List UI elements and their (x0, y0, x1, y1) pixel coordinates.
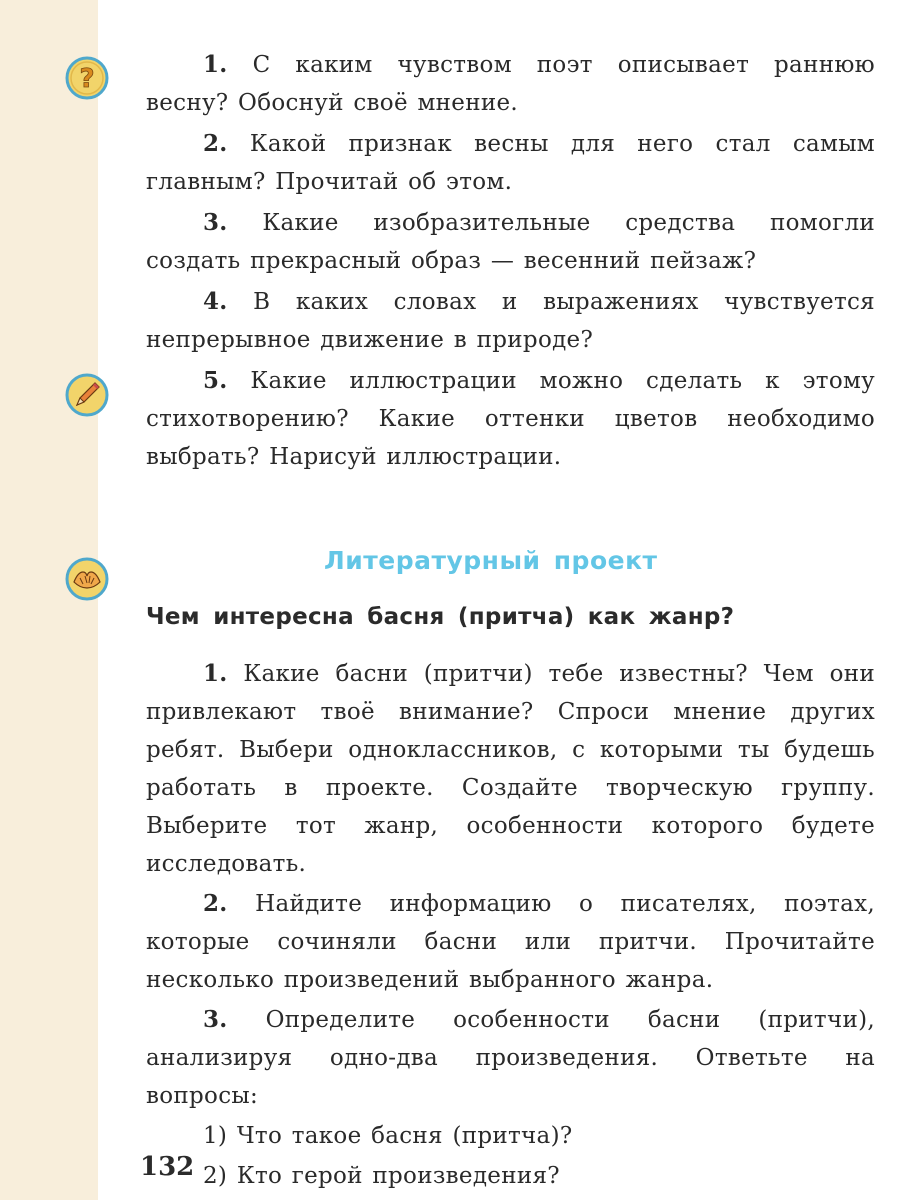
project-steps (146, 655, 875, 1195)
pencil-icon (64, 372, 110, 418)
question-mark-icon (64, 55, 110, 101)
question-item: 3. Какие изобразительные средства помогли создать прекрасный образ — весенний пейзаж? (146, 209, 875, 274)
page-number: 132 (140, 1152, 195, 1182)
project-heading: Чем интересна басня (притча) как жанр? (146, 604, 735, 630)
step-item: 2. Найдите информацию о писателях, поэтах, которые сочиняли басни или притчи. Прочитайте несколько произведений выбранного жанра. (146, 890, 875, 993)
question-item: 2. Какой признак весны для него стал самым главным? Прочитай об этом. (146, 130, 875, 195)
svg-text:?: ? (79, 64, 95, 94)
question-item: 4. В каких словах и выражениях чувствуется непрерывное движение в природе? (146, 288, 875, 353)
question-item: 5. Какие иллюстрации можно сделать к этому стихотворению? Какие оттенки цветов необходимо выбрать? Нарисуй иллюстрации. (146, 367, 875, 470)
step-item: 1. Какие басни (притчи) тебе известны? Чем они привлекают твоё внимание? Спроси мнение других ребят. Выбери одноклассников, с которыми ты будешь работать в проекте. Создайте творческую группу. Выберите тот жанр, особенности которого будете исследовать. (146, 660, 875, 877)
subquestion-item: 2) Кто герой произведения? (203, 1163, 560, 1189)
step-item: 3. Определите особенности басни (притчи), анализируя одно-два произведения. Ответьте на вопросы: (146, 1006, 875, 1109)
subquestion-item: 1) Что такое басня (притча)? (203, 1123, 573, 1149)
handshake-icon (64, 556, 110, 602)
project-title: Литературный проект (324, 546, 658, 575)
question-item: 1. С каким чувством поэт описывает раннюю весну? Обоснуй своё мнение. (146, 51, 875, 116)
questions-block (146, 46, 875, 476)
